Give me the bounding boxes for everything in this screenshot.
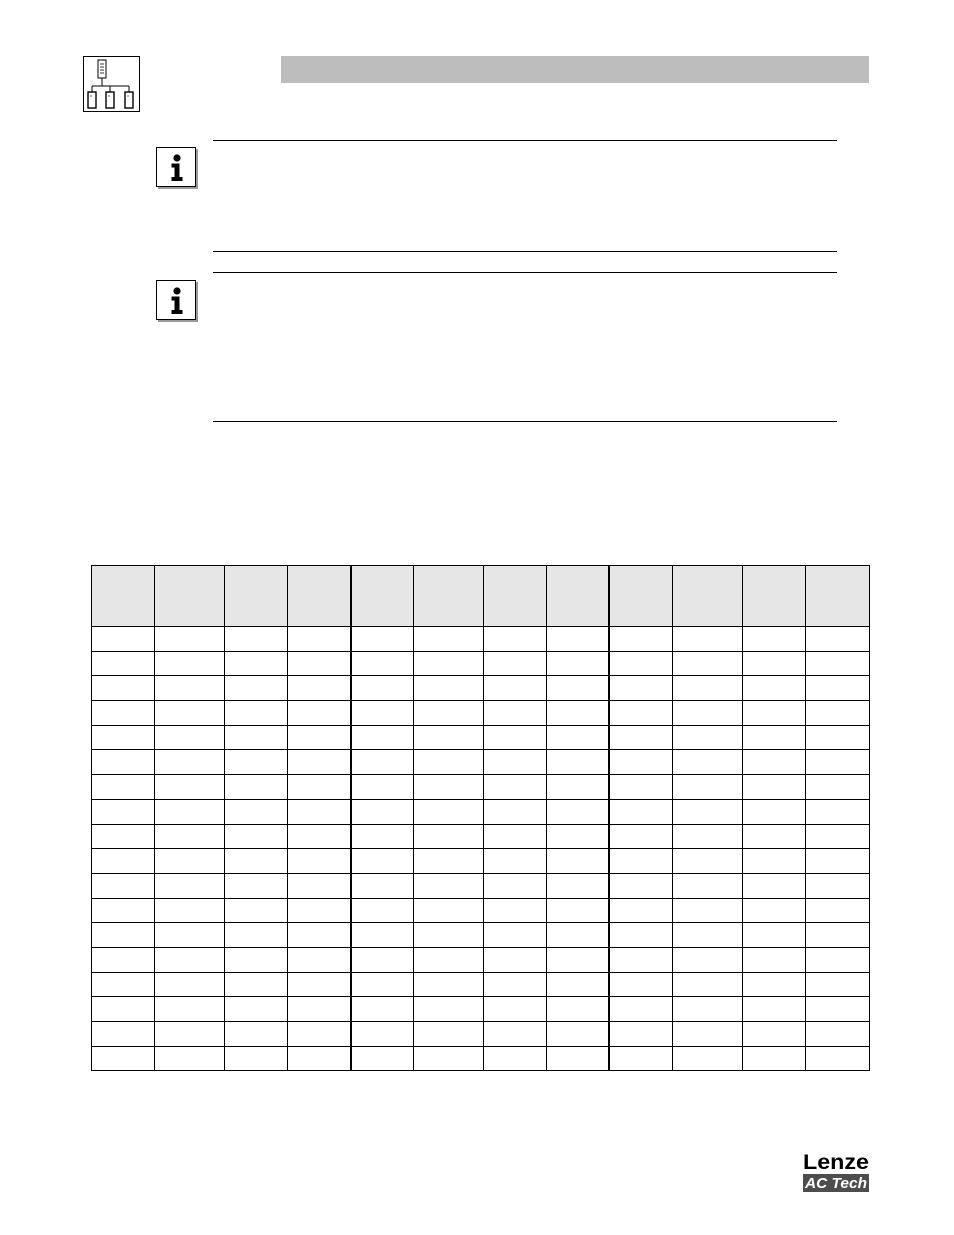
table-cell (225, 972, 288, 997)
table-cell (155, 1022, 225, 1047)
table-cell (484, 1046, 547, 1071)
table-cell (743, 1046, 806, 1071)
table-cell (484, 873, 547, 898)
table-cell (673, 627, 743, 652)
table-header-cell (92, 566, 155, 627)
table-cell (806, 651, 870, 676)
table-cell (743, 873, 806, 898)
table-cell (484, 725, 547, 750)
table-cell (743, 750, 806, 775)
table-cell (806, 750, 870, 775)
table-cell (351, 701, 414, 726)
table-cell (92, 725, 155, 750)
table-cell (155, 676, 225, 701)
table-cell (743, 799, 806, 824)
table-cell (351, 775, 414, 800)
table-cell (609, 923, 673, 948)
table-cell (673, 997, 743, 1022)
table-cell (288, 824, 351, 849)
table-cell (609, 849, 673, 874)
table-cell (155, 947, 225, 972)
table-cell (155, 725, 225, 750)
table-cell (92, 651, 155, 676)
table-cell (743, 972, 806, 997)
table-cell (484, 898, 547, 923)
table-cell (484, 627, 547, 652)
note-bottom-rule (213, 251, 837, 252)
table-cell (609, 1046, 673, 1071)
table-cell (414, 676, 484, 701)
table-cell (92, 627, 155, 652)
table-cell (225, 725, 288, 750)
network-icon (83, 56, 140, 112)
table-cell (484, 824, 547, 849)
table-cell (673, 972, 743, 997)
table-cell (351, 725, 414, 750)
table-cell (92, 775, 155, 800)
table-cell (414, 750, 484, 775)
table-cell (743, 824, 806, 849)
table-cell (806, 997, 870, 1022)
table-header-cell (225, 566, 288, 627)
table-cell (609, 1022, 673, 1047)
table-cell (673, 1046, 743, 1071)
table-cell (609, 898, 673, 923)
table-cell (351, 923, 414, 948)
table-cell (673, 676, 743, 701)
table-cell (155, 750, 225, 775)
table-row (92, 627, 870, 652)
table-cell (547, 701, 609, 726)
table-cell (155, 701, 225, 726)
table-cell (351, 627, 414, 652)
table-cell (351, 873, 414, 898)
table-cell (609, 651, 673, 676)
table-cell (92, 923, 155, 948)
table-cell (414, 1046, 484, 1071)
table-cell (673, 750, 743, 775)
table-cell (351, 1022, 414, 1047)
table-cell (806, 824, 870, 849)
table-cell (225, 676, 288, 701)
table-cell (547, 873, 609, 898)
table-cell (155, 824, 225, 849)
table-cell (155, 873, 225, 898)
table-cell (225, 898, 288, 923)
table-cell (484, 775, 547, 800)
table-cell (414, 923, 484, 948)
table-cell (155, 651, 225, 676)
table-cell (92, 1022, 155, 1047)
table-cell (155, 923, 225, 948)
svg-text:AC Tech: AC Tech (803, 1175, 867, 1192)
table-cell (609, 676, 673, 701)
table-cell (547, 972, 609, 997)
table-cell (225, 701, 288, 726)
note-top-rule (213, 140, 837, 141)
table-cell (673, 849, 743, 874)
table-cell (609, 972, 673, 997)
table-cell (743, 676, 806, 701)
table-cell (92, 701, 155, 726)
table-cell (743, 651, 806, 676)
table-cell (414, 898, 484, 923)
table-cell (547, 799, 609, 824)
table-row (92, 651, 870, 676)
note-top-rule (213, 272, 837, 273)
table-grid (91, 565, 870, 1071)
table-cell (547, 651, 609, 676)
table-cell (351, 1046, 414, 1071)
table-cell (547, 775, 609, 800)
table-cell (414, 725, 484, 750)
table-cell (609, 775, 673, 800)
section-header-bar (281, 56, 869, 83)
table-cell (806, 1022, 870, 1047)
table-cell (414, 873, 484, 898)
table-cell (155, 972, 225, 997)
table-cell (743, 947, 806, 972)
table-cell (743, 923, 806, 948)
table-cell (609, 824, 673, 849)
table-cell (673, 923, 743, 948)
table-cell (673, 651, 743, 676)
table-cell (225, 627, 288, 652)
info-icon (156, 147, 196, 187)
table-cell (743, 627, 806, 652)
table-cell (806, 898, 870, 923)
table-cell (225, 947, 288, 972)
table-cell (414, 947, 484, 972)
table-cell (288, 775, 351, 800)
table-cell (609, 750, 673, 775)
table-cell (92, 799, 155, 824)
table-header-cell (351, 566, 414, 627)
table-header-cell (155, 566, 225, 627)
table-cell (609, 799, 673, 824)
table-cell (155, 627, 225, 652)
table-cell (288, 849, 351, 874)
table-header-cell (806, 566, 870, 627)
table-cell (484, 997, 547, 1022)
table-cell (155, 799, 225, 824)
table-header-cell (547, 566, 609, 627)
table-cell (414, 651, 484, 676)
table-cell (806, 701, 870, 726)
table-cell (547, 898, 609, 923)
table-cell (806, 725, 870, 750)
table-cell (92, 947, 155, 972)
table-cell (351, 651, 414, 676)
table-row (92, 799, 870, 824)
table-cell (743, 775, 806, 800)
table-cell (673, 898, 743, 923)
table-header-cell (414, 566, 484, 627)
table-header-cell (609, 566, 673, 627)
table-row (92, 824, 870, 849)
lenze-actech-logo (802, 1150, 870, 1193)
table-row (92, 923, 870, 948)
table-cell (547, 1022, 609, 1047)
table-cell (288, 972, 351, 997)
table-cell (225, 799, 288, 824)
table-row (92, 972, 870, 997)
table-cell (673, 701, 743, 726)
table-cell (288, 898, 351, 923)
table-cell (92, 873, 155, 898)
table-cell (414, 824, 484, 849)
table-row (92, 873, 870, 898)
table-cell (414, 701, 484, 726)
table-cell (351, 898, 414, 923)
table-cell (673, 799, 743, 824)
table-cell (92, 750, 155, 775)
table-cell (92, 676, 155, 701)
table-row (92, 750, 870, 775)
table-cell (609, 947, 673, 972)
table-cell (484, 947, 547, 972)
table-cell (225, 1022, 288, 1047)
table-cell (673, 947, 743, 972)
table-cell (484, 923, 547, 948)
table-cell (414, 627, 484, 652)
info-icon (156, 280, 196, 320)
table-cell (484, 750, 547, 775)
table-cell (351, 750, 414, 775)
table-cell (351, 972, 414, 997)
table-cell (225, 997, 288, 1022)
note-bottom-rule (213, 421, 837, 422)
table-cell (743, 997, 806, 1022)
table-row (92, 947, 870, 972)
table-cell (743, 849, 806, 874)
table-cell (288, 799, 351, 824)
table-row (92, 676, 870, 701)
table-cell (547, 824, 609, 849)
table-cell (414, 997, 484, 1022)
table-cell (351, 849, 414, 874)
table-cell (155, 849, 225, 874)
table-cell (673, 1022, 743, 1047)
table-cell (92, 1046, 155, 1071)
table-cell (288, 725, 351, 750)
table-cell (609, 701, 673, 726)
table-cell (225, 873, 288, 898)
table-cell (547, 1046, 609, 1071)
table-cell (673, 824, 743, 849)
table-cell (225, 651, 288, 676)
table-cell (673, 873, 743, 898)
table-cell (484, 676, 547, 701)
table-cell (806, 676, 870, 701)
table-cell (609, 873, 673, 898)
table-cell (414, 849, 484, 874)
table-cell (225, 923, 288, 948)
table-header-cell (484, 566, 547, 627)
table-row (92, 1022, 870, 1047)
table-cell (414, 1022, 484, 1047)
table-cell (288, 651, 351, 676)
table-cell (351, 676, 414, 701)
table-cell (484, 651, 547, 676)
table-cell (225, 849, 288, 874)
table-cell (806, 799, 870, 824)
table-cell (806, 849, 870, 874)
data-table (91, 565, 870, 1071)
table-cell (288, 750, 351, 775)
table-cell (351, 947, 414, 972)
table-cell (225, 750, 288, 775)
table-header-row (92, 566, 870, 627)
table-cell (484, 972, 547, 997)
table-row (92, 898, 870, 923)
table-cell (288, 701, 351, 726)
table-cell (155, 775, 225, 800)
table-cell (806, 775, 870, 800)
table-cell (414, 972, 484, 997)
table-cell (547, 627, 609, 652)
table-cell (225, 824, 288, 849)
table-cell (547, 923, 609, 948)
table-header-cell (743, 566, 806, 627)
table-cell (547, 676, 609, 701)
table-cell (155, 1046, 225, 1071)
table-cell (743, 1022, 806, 1047)
table-cell (351, 997, 414, 1022)
table-cell (92, 849, 155, 874)
table-cell (547, 947, 609, 972)
table-cell (609, 725, 673, 750)
table-cell (414, 799, 484, 824)
table-cell (92, 972, 155, 997)
table-cell (225, 1046, 288, 1071)
table-cell (288, 947, 351, 972)
table-cell (484, 799, 547, 824)
svg-text:Lenze: Lenze (803, 1151, 869, 1174)
table-cell (743, 701, 806, 726)
table-cell (351, 824, 414, 849)
table-cell (609, 997, 673, 1022)
table-cell (743, 725, 806, 750)
table-cell (547, 997, 609, 1022)
table-cell (673, 775, 743, 800)
table-cell (155, 898, 225, 923)
table-cell (225, 775, 288, 800)
table-cell (288, 676, 351, 701)
table-cell (743, 898, 806, 923)
table-cell (288, 627, 351, 652)
table-row (92, 1046, 870, 1071)
table-row (92, 725, 870, 750)
table-cell (547, 750, 609, 775)
table-cell (806, 873, 870, 898)
table-cell (547, 849, 609, 874)
table-cell (806, 972, 870, 997)
table-cell (414, 775, 484, 800)
table-cell (92, 824, 155, 849)
table-cell (288, 997, 351, 1022)
table-cell (484, 849, 547, 874)
table-cell (155, 997, 225, 1022)
table-cell (806, 947, 870, 972)
table-cell (806, 923, 870, 948)
table-row (92, 997, 870, 1022)
table-cell (609, 627, 673, 652)
table-cell (673, 725, 743, 750)
table-row (92, 775, 870, 800)
table-cell (92, 997, 155, 1022)
table-row (92, 849, 870, 874)
table-row (92, 701, 870, 726)
table-cell (806, 627, 870, 652)
table-cell (288, 1022, 351, 1047)
table-cell (288, 1046, 351, 1071)
table-header-cell (673, 566, 743, 627)
table-cell (288, 923, 351, 948)
table-header-cell (288, 566, 351, 627)
table-cell (547, 725, 609, 750)
table-cell (806, 1046, 870, 1071)
table-cell (484, 1022, 547, 1047)
table-cell (351, 799, 414, 824)
table-cell (484, 701, 547, 726)
table-cell (92, 898, 155, 923)
table-cell (288, 873, 351, 898)
